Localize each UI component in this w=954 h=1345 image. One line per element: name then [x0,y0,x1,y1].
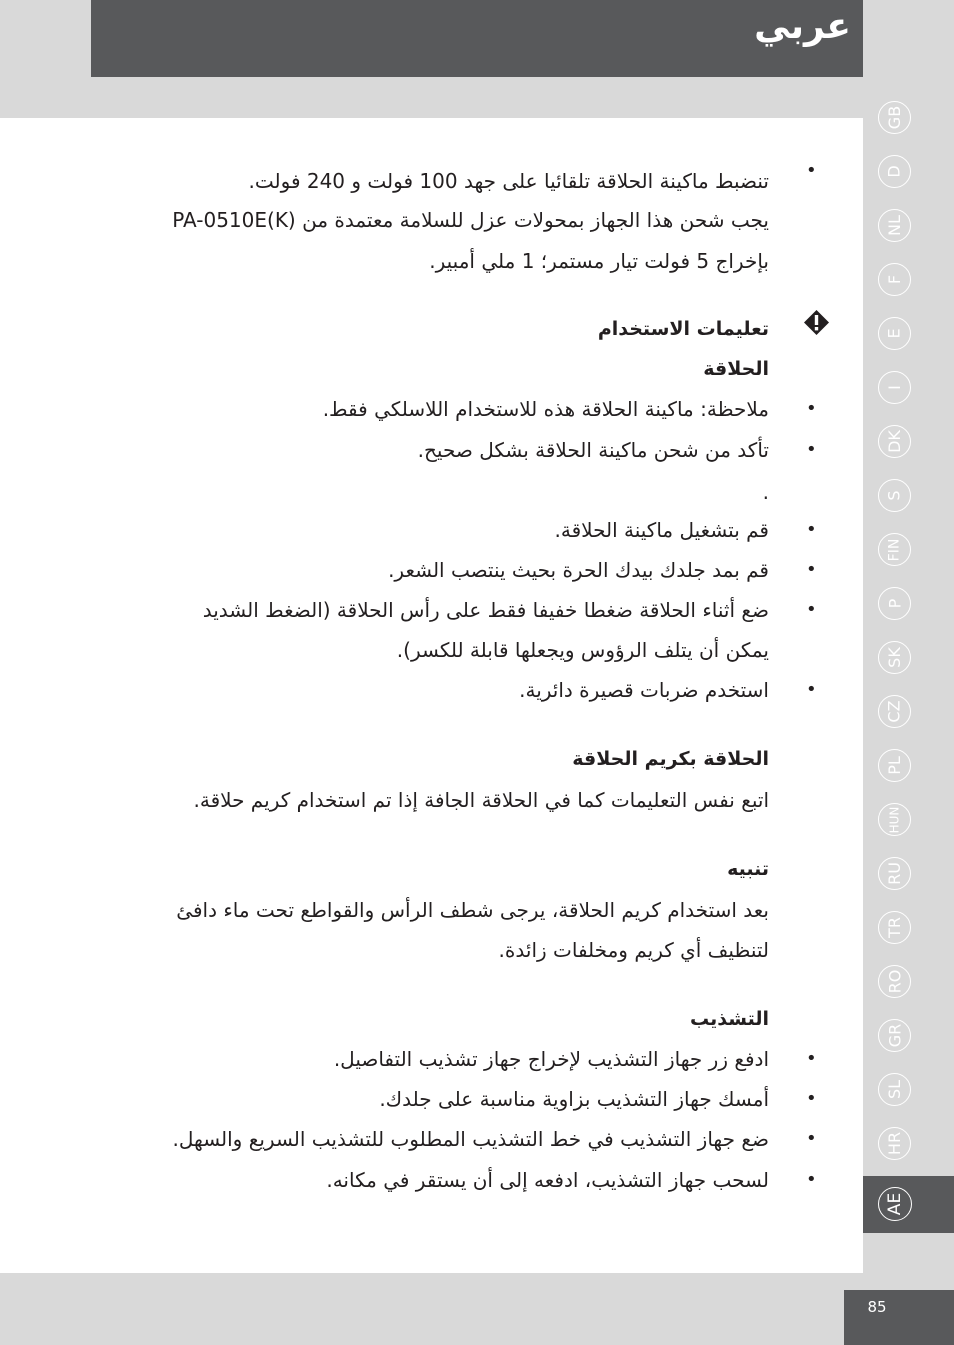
charging-text: يجب شحن هذا الجهاز بمحولات عزل للسلامة معتمدة من PA-0510E(K) [172,208,769,232]
heading-cream-shaving: الحلاقة بكريم الحلاقة [572,748,769,770]
bullet-mark: • [806,398,817,419]
header-bar [91,0,863,77]
heading-trimming: التشذيب [690,1008,769,1030]
heading-caution: تنبيه [727,858,769,880]
bullet-mark: • [806,1169,817,1190]
bullet-mark: • [806,1048,817,1069]
lang-tab-nl[interactable]: NL [878,209,911,242]
lang-tab-fin[interactable]: FIN [878,533,911,566]
page-number-block [844,1290,954,1345]
lang-tab-ru[interactable]: RU [878,857,911,890]
light-pressure-cont: يمكن أن يتلف الرؤوس ويجعلها قابلة للكسر). [396,638,769,662]
bullet-mark: • [806,1088,817,1109]
caution-text-cont: لتنظيف أي كريم ومخلفات زائدة. [498,938,769,962]
lang-tab-sl[interactable]: SL [878,1073,911,1106]
trim-step-4: لسحب جهاز التشذيب، ادفعه إلى أن يستقر في مكانه. [326,1168,769,1192]
lang-tab-f[interactable]: F [878,263,911,296]
voltage-text: تنضبط ماكينة الحلاقة تلقائيا على جهد 100 فولت و 240 فولت. [248,169,769,193]
trim-step-3: ضع جهاز التشذيب في خط التشذيب المطلوب للتشذيب السريع والسهل. [172,1127,769,1151]
heading-shaving: الحلاقة [703,358,769,380]
lang-tab-cz[interactable]: CZ [878,695,911,728]
light-pressure: ضع أثناء الحلاقة ضغطا خفيفا فقط على رأس الحلاقة (الضغط الشديد [202,598,769,622]
bullet-mark: • [806,599,817,620]
bullet-mark: • [806,679,817,700]
bullet-mark: • [806,559,817,580]
lang-tab-dk[interactable]: DK [878,425,911,458]
heading-instructions: تعليمات الاستخدام [597,318,769,340]
check-charge: تأكد من شحن ماكينة الحلاقة بشكل صحيح. [417,438,769,462]
cream-text: اتبع نفس التعليمات كما في الحلاقة الجافة إذا تم استخدام كريم حلاقة. [193,788,769,812]
trim-step-2: أمسك جهاز التشذيب بزاوية مناسبة على جلدك. [379,1087,769,1111]
lang-tab-ro[interactable]: RO [878,965,911,998]
output-text: بإخراج 5 فولت تيار مستمر؛ 1 ملي أمبير. [429,249,769,273]
lang-tab-i[interactable]: I [878,371,911,404]
lang-tab-gb[interactable]: GB [878,101,911,134]
lang-tab-gr[interactable]: GR [878,1019,911,1052]
lang-tab-hr[interactable]: HR [878,1127,911,1160]
lang-tab-ae[interactable]: AE [878,1187,912,1221]
lang-tab-d[interactable]: D [878,155,911,188]
lang-tab-p[interactable]: P [878,587,911,620]
bullet-mark: • [806,439,817,460]
lang-tab-pl[interactable]: PL [878,749,911,782]
warning-icon [803,309,830,336]
caution-text: بعد استخدام كريم الحلاقة، يرجى شطف الرأس والقواطع تحت ماء دافئ [176,898,769,922]
lang-tab-e[interactable]: E [878,317,911,350]
note-cordless: ملاحظة: ماكينة الحلاقة هذه للاستخدام اللاسلكي فقط. [322,397,769,421]
bullet-mark: • [806,160,817,181]
circular-strokes: استخدم ضربات قصيرة دائرية. [519,678,769,702]
page-title: عربي [754,6,851,47]
turn-on: قم بتشغيل ماكينة الحلاقة. [554,518,769,542]
lang-tab-hun[interactable]: HUN [878,803,911,836]
stray-dot: . [762,480,769,504]
lang-tab-sk[interactable]: SK [878,641,911,674]
lang-tab-s[interactable]: S [878,479,911,512]
trim-step-1: ادفع زر جهاز التشذيب لإخراج جهاز تشذيب التفاصيل. [333,1047,769,1071]
page-number: 85 [867,1298,887,1316]
bullet-mark: • [806,1128,817,1149]
bullet-mark: • [806,519,817,540]
lang-tab-tr[interactable]: TR [878,911,911,944]
stretch-skin: قم بمد جلدك بيدك الحرة بحيث ينتصب الشعر. [388,558,769,582]
